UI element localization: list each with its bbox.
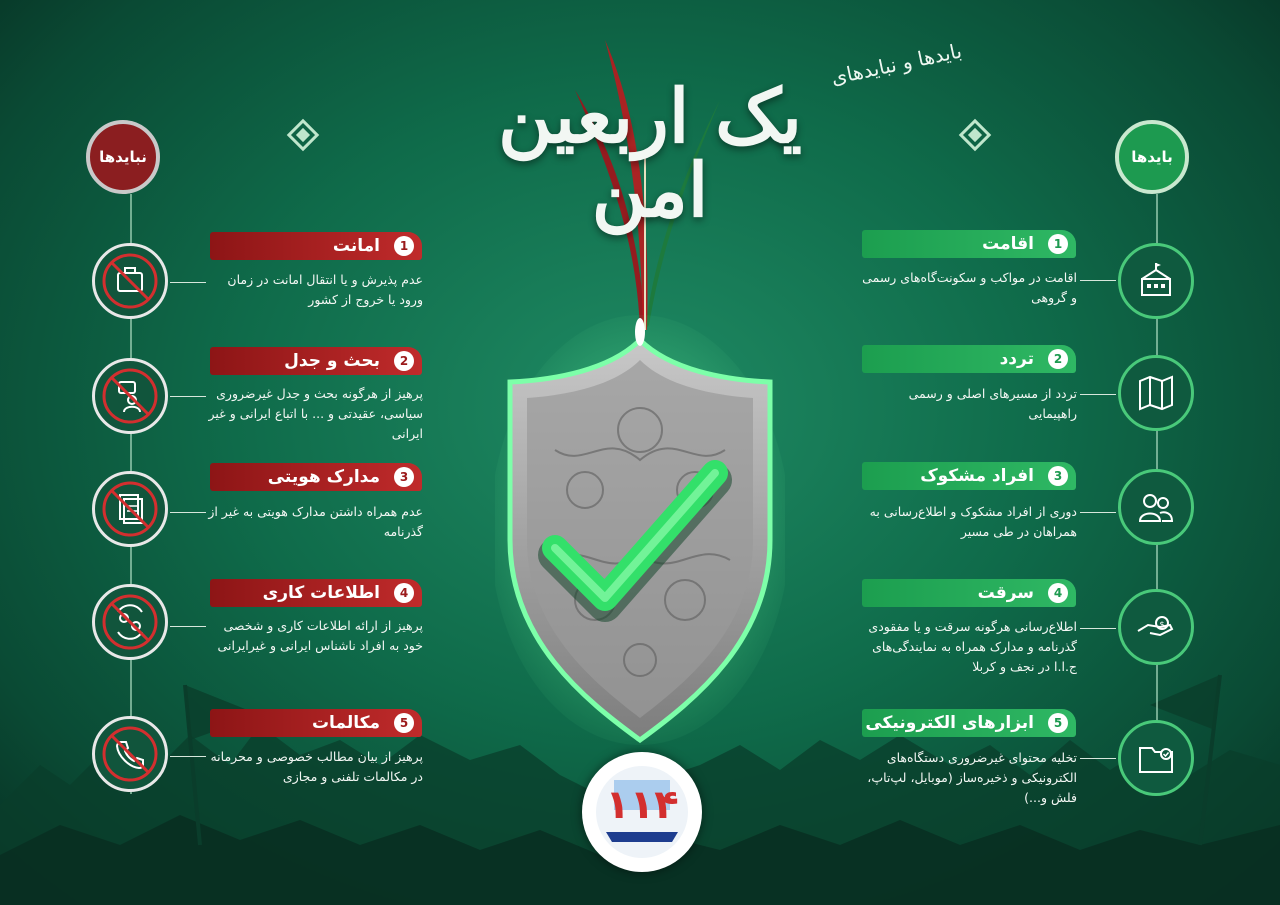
- logo-114: [582, 752, 702, 872]
- connector: [170, 626, 206, 627]
- bayad-item-5-text: تخلیه محتوای غیرضروری دستگاه‌های الکترونیکی و ذخیره‌ساز (موبایل، لپ‌تاپ، فلش و...): [867, 750, 1077, 805]
- item-number: 4: [1048, 583, 1068, 603]
- item-number: 2: [1048, 349, 1068, 369]
- item-title: مکالمات: [311, 713, 380, 733]
- item-title: اقامت: [982, 234, 1034, 254]
- nabayad-item-2-text: پرهیز از هرگونه بحث و جدل غیرضروری سیاسی، عقیدتی و ... با اتباع ایرانی و غیر ایرانی: [208, 386, 423, 441]
- logo-number: ۱۱۴: [605, 782, 679, 828]
- item-title: سرقت: [977, 583, 1034, 603]
- bayad-item-4-text: اطلاع‌رسانی هرگونه سرقت و یا مفقودی گذرنامه و مدارک همراه به نمایندگی‌های ج.ا.ا در نجف و کربلا: [868, 619, 1077, 674]
- shield-checkmark-icon: [495, 310, 785, 750]
- connector: [170, 512, 206, 513]
- bayad-item-4-label: [862, 579, 1076, 607]
- documents-icon: [92, 471, 168, 547]
- item-number: 5: [1048, 713, 1068, 733]
- item-title: تردد: [999, 349, 1034, 369]
- title-main: یک اربعین امن: [498, 74, 802, 234]
- connector: [1080, 628, 1116, 629]
- connector: [170, 282, 206, 283]
- item-title: امانت: [332, 236, 380, 256]
- info-exchange-icon: [92, 584, 168, 660]
- item-number: 5: [394, 713, 414, 733]
- map-icon: [1118, 355, 1194, 431]
- nabayad-item-4-text: پرهیز از ارائه اطلاعات کاری و شخصی خود به افراد ناشناس ایرانی و غیرایرانی: [217, 618, 423, 653]
- connector: [1080, 394, 1116, 395]
- bayad-item-2-text: تردد از مسیرهای اصلی و رسمی راهپیمایی: [908, 386, 1077, 421]
- phone-call-icon: [92, 716, 168, 792]
- ornament-icon: [286, 118, 320, 152]
- item-title: بحث و جدل: [284, 351, 380, 371]
- hand-coin-icon: [1118, 589, 1194, 665]
- item-number: 1: [1048, 234, 1068, 254]
- people-icon: [1118, 469, 1194, 545]
- connector: [1080, 280, 1116, 281]
- bayad-item-3-text: دوری از افراد مشکوک و اطلاع‌رسانی به همراهان در طی مسیر: [869, 504, 1077, 539]
- bayad-item-3-label: [862, 462, 1076, 490]
- nabayad-item-1-label: [210, 232, 422, 260]
- nabayad-item-3-text: عدم همراه داشتن مدارک هویتی به غیر از گذرنامه: [208, 504, 423, 539]
- item-title: ابزارهای الکترونیکی: [865, 713, 1034, 733]
- connector: [170, 756, 206, 757]
- item-title: اطلاعات کاری: [262, 583, 380, 603]
- item-title: مدارک هویتی: [267, 467, 380, 487]
- nabayad-item-1-text: عدم پذیرش و یا انتقال امانت در زمان ورود یا خروج از کشور: [227, 272, 423, 307]
- bayad-item-5-label: [862, 709, 1076, 737]
- item-number: 3: [394, 467, 414, 487]
- connector: [1080, 758, 1116, 759]
- bayad-item-1-text: اقامت در مواکب و سکونت‌گاه‌های رسمی و گروهی: [862, 270, 1077, 305]
- nabayad-item-4-label: [210, 579, 422, 607]
- svg-text:$: $: [1159, 620, 1165, 629]
- briefcase-icon: [92, 243, 168, 319]
- connector: [1080, 512, 1116, 513]
- bayad-item-2-label: [862, 345, 1076, 373]
- nabayad-header: نبایدها: [86, 120, 160, 194]
- item-title: افراد مشکوک: [920, 466, 1034, 486]
- nabayad-item-5-label: [210, 709, 422, 737]
- nabayad-item-3-label: [210, 463, 422, 491]
- nabayad-item-2-label: [210, 347, 422, 375]
- folder-check-icon: [1118, 720, 1194, 796]
- nabayad-item-5-text: پرهیز از بیان مطالب خصوصی و محرمانه در مکالمات تلفنی و مجازی: [210, 749, 423, 784]
- item-number: 4: [394, 583, 414, 603]
- item-number: 2: [394, 351, 414, 371]
- item-number: 3: [1048, 466, 1068, 486]
- bayad-header: بایدها: [1115, 120, 1189, 194]
- ornament-icon: [958, 118, 992, 152]
- item-number: 1: [394, 236, 414, 256]
- title-subtitle: بایدها و نبایدهای: [828, 38, 964, 90]
- connector: [170, 396, 206, 397]
- bayad-item-1-label: [862, 230, 1076, 258]
- building-icon: [1118, 243, 1194, 319]
- debate-icon: [92, 358, 168, 434]
